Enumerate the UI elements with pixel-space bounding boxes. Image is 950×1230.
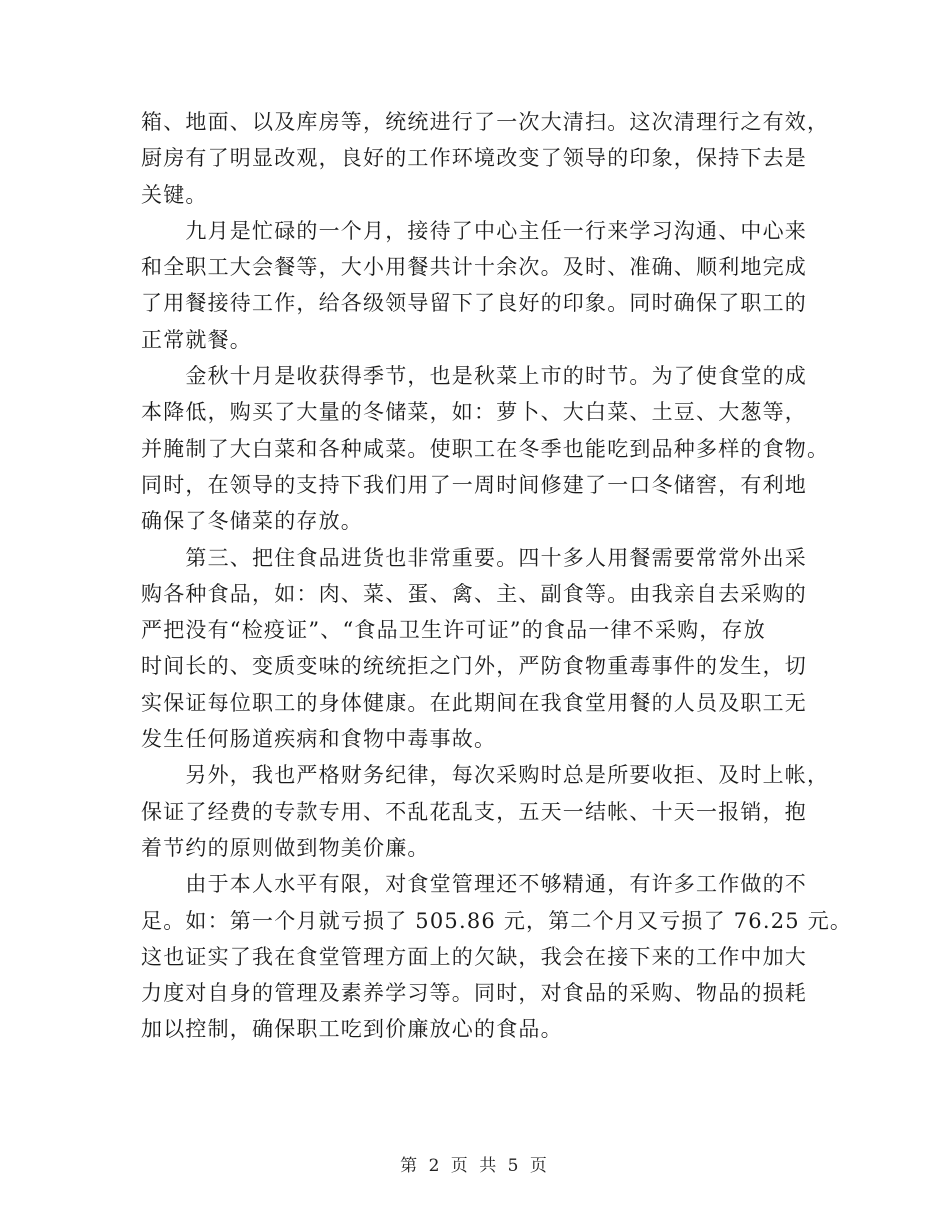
text-line: 严把没有“检疫证”、“食品卫生许可证”的食品一律不采购，存放: [141, 618, 766, 643]
text-line: 本降低，购买了大量的冬储菜，如：萝卜、大白菜、土豆、大葱等，: [141, 400, 807, 425]
text-line: 由于本人水平有限，对食堂管理还不够精通，有许多工作做的不: [141, 872, 807, 897]
text-line: 着节约的原则做到物美价廉。: [141, 835, 430, 860]
text-line: 第三、把住食品进货也非常重要。四十多人用餐需要常常外出采: [141, 545, 807, 570]
paragraph: [141, 104, 830, 213]
text-line: 保证了经费的专款专用、不乱花乱支，五天一结帐、十天一报销，抱: [141, 799, 807, 824]
document-body: [141, 104, 853, 1048]
text-line: 这也证实了我在食堂管理方面上的欠缺，我会在接下来的工作中加大: [141, 944, 807, 969]
text-line: 确保了冬储菜的存放。: [141, 509, 363, 534]
text-line: 实保证每位职工的身体健康。在此期间在我食堂用餐的人员及职工无: [141, 690, 807, 715]
text-line: 发生任何肠道疾病和食物中毒事故。: [141, 727, 497, 752]
text-line: 了用餐接待工作，给各级领导留下了良好的印象。同时确保了职工的: [141, 291, 807, 316]
text-line: 并腌制了大白菜和各种咸菜。使职工在冬季也能吃到品种多样的食物。: [141, 436, 830, 461]
text-line: 同时，在领导的支持下我们用了一周时间修建了一口冬储窖，有利地: [141, 472, 807, 497]
text-line: 力度对自身的管理及素养学习等。同时，对食品的采购、物品的损耗: [141, 981, 807, 1006]
paragraph: [141, 540, 811, 758]
text-line: 箱、地面、以及库房等，统统进行了一次大清扫。这次清理行之有效，: [141, 110, 830, 134]
text-line: 加以控制，确保职工吃到价廉放心的食品。: [141, 1017, 563, 1042]
paragraph: [141, 358, 830, 539]
paragraph: [141, 213, 811, 358]
text-line: 另外，我也严格财务纪律，每次采购时总是所要收拒、及时上帐，: [141, 763, 830, 788]
paragraph: [141, 757, 830, 866]
text-line: 足。如：第一个月就亏损了 505.86 元，第二个月又亏损了 76.25 元。: [141, 908, 853, 933]
paragraph: [141, 866, 853, 1047]
text-line: 厨房有了明显改观，良好的工作环境改变了领导的印象，保持下去是: [141, 146, 807, 171]
text-line: 九月是忙碌的一个月，接待了中心主任一行来学习沟通、中心来: [141, 218, 807, 243]
text-line: 和全职工大会餐等，大小用餐共计十余次。及时、准确、顺利地完成: [141, 255, 807, 280]
text-line: 关键。: [141, 182, 208, 207]
text-line: 时间长的、变质变味的统统拒之门外，严防食物重毒事件的发生，切: [141, 654, 807, 679]
text-line: 正常就餐。: [141, 327, 252, 352]
text-line: 金秋十月是收获得季节，也是秋菜上市的时节。为了使食堂的成: [141, 364, 807, 389]
page-number-footer: 第 2 页 共 5 页: [400, 1156, 550, 1176]
text-line: 购各种食品，如：肉、菜、蛋、禽、主、副食等。由我亲自去采购的: [141, 581, 807, 606]
